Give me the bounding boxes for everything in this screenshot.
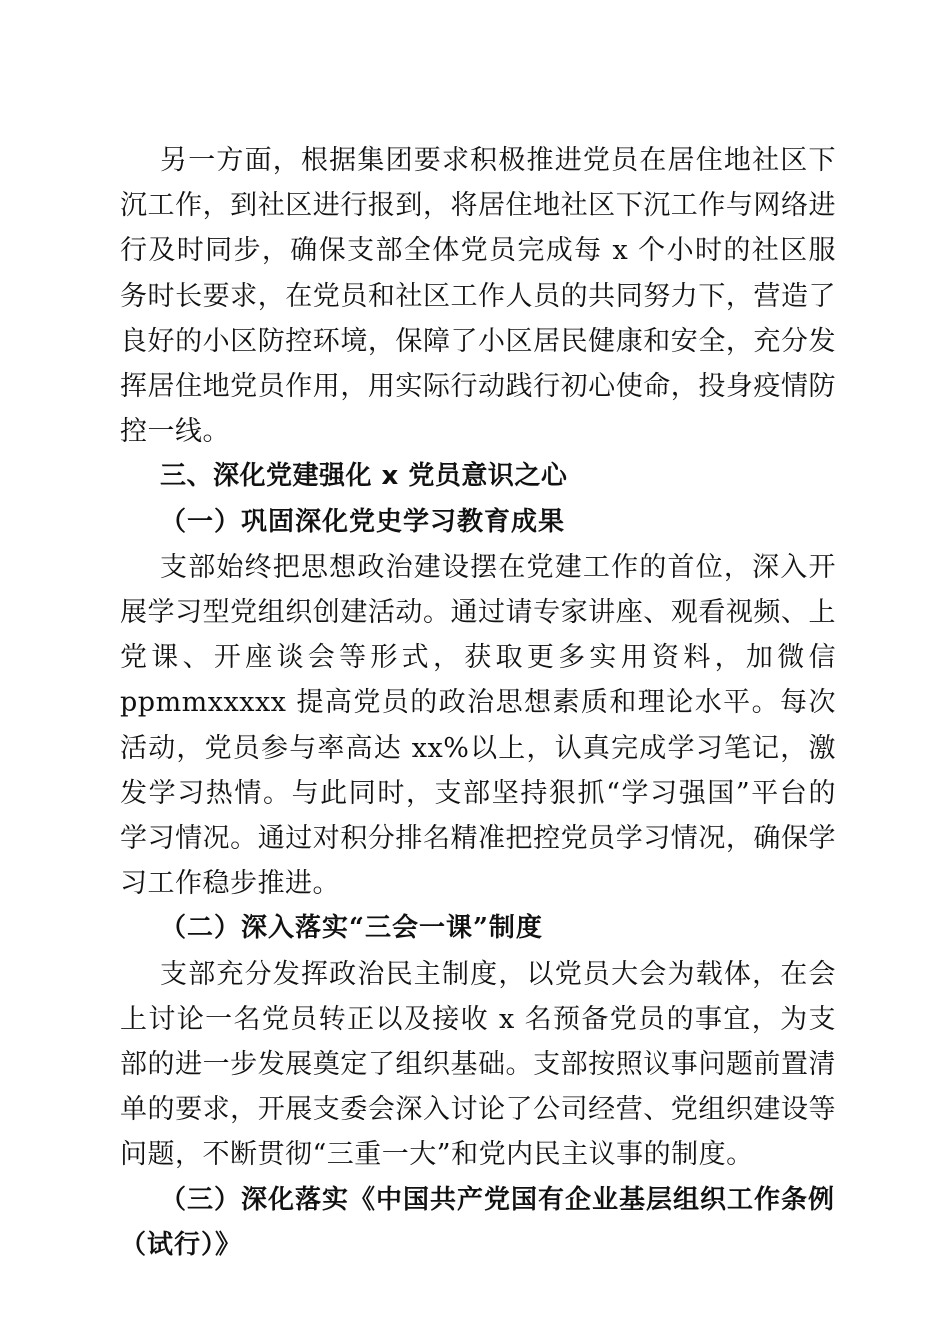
subsection-heading-2: （二）深入落实“三会一课”制度 xyxy=(160,913,543,944)
paragraph-community-work: 另一方面，根据集团要求积极推进党员在居住地社区下沉工作，到社区进行报到，将居住地社区下沉工作与网络进行及时同步，确保支部全体党员完成每 x 个小时的社区服务时长要求，在党员和社区工作人员的共同努力下，营造了良好的小区防控环境，保障了小区居民健康和安全，充分发挥居住地党员作用，用实际行动践行初心使命，投身疫情防控一线。 xyxy=(120,145,836,448)
paragraph-party-history-study: 支部始终把思想政治建设摆在党建工作的首位，深入开展学习型党组织创建活动。通过请专家讲座、观看视频、上党课、开座谈会等形式，获取更多实用资料，加微信 ppmmxxxxx 提高党员的政治思想素质和理论水平。每次活动，党员参与率高达 xx%以上，认真完成学习笔记，激发学习热情。与此同时，支部坚持狠抓“学习强国”平台的学习情况。通过对积分排名精准把控党员学习情况，确保学习工作稳步推进。 xyxy=(120,551,836,900)
subsection-heading-3: （三）深化落实《中国共产党国有企业基层组织工作条例（试行）》 xyxy=(120,1184,836,1260)
paragraph-three-meetings: 支部充分发挥政治民主制度，以党员大会为载体，在会上讨论一名党员转正以及接收 x 名预备党员的事宜，为支部的进一步发展奠定了组织基础。支部按照议事问题前置清单的要求，开展支委会深入讨论了公司经营、党组织建设等问题，不断贯彻“三重一大”和党内民主议事的制度。 xyxy=(120,958,836,1171)
section-heading-3: 三、深化党建强化 x 党员意识之心 xyxy=(160,461,568,492)
document-body xyxy=(120,138,836,1268)
subsection-heading-1: （一）巩固深化党史学习教育成果 xyxy=(160,506,566,537)
